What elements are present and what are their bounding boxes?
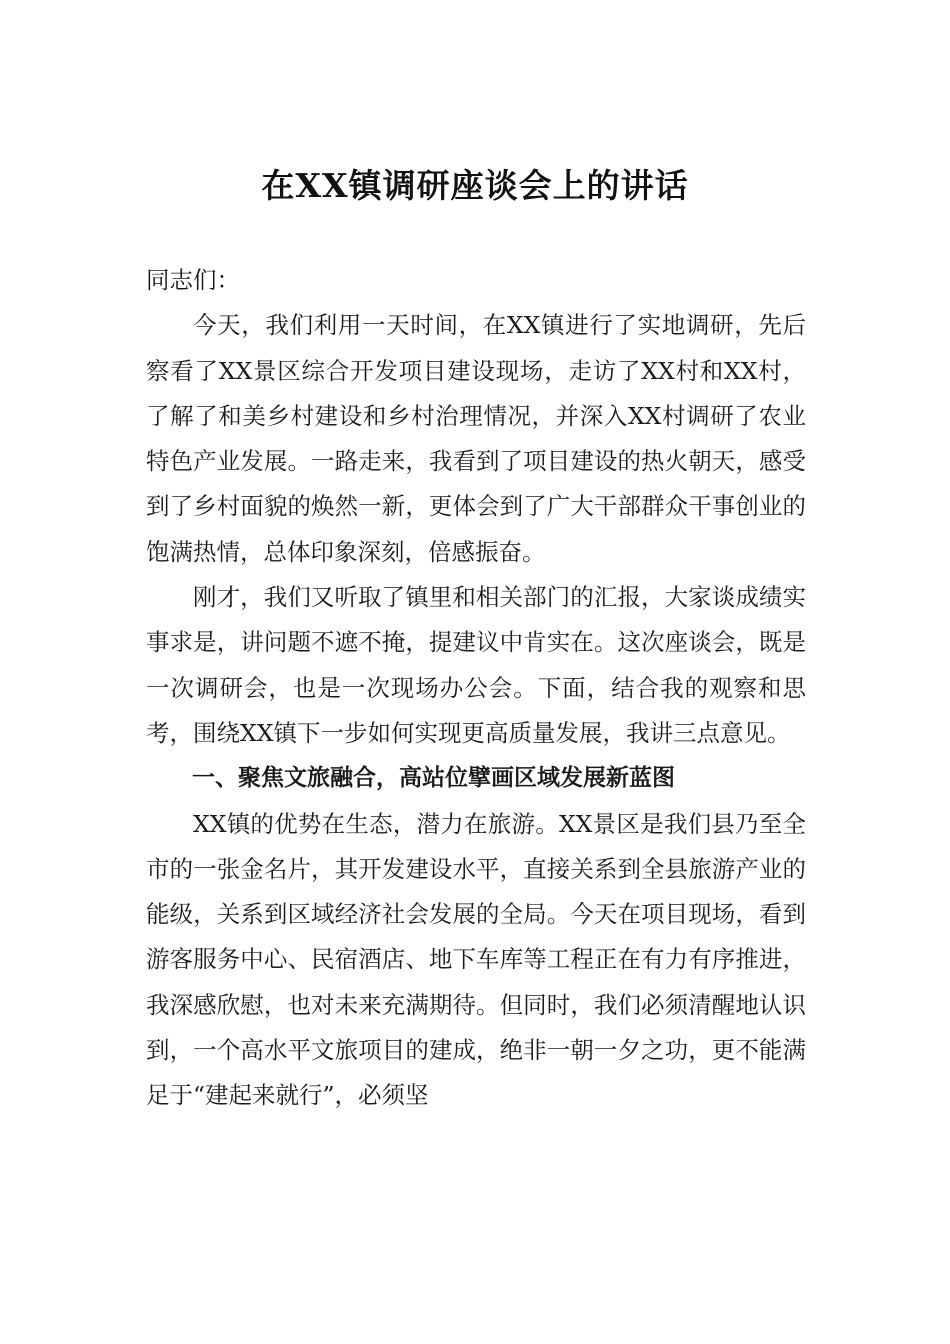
document-body <box>146 258 806 1119</box>
document-title: 在XX镇调研座谈会上的讲话 <box>261 166 689 205</box>
paragraph-intro: 今天，我们利用一天时间，在XX镇进行了实地调研，先后察看了XX景区综合开发项目建设现场，走访了XX村和XX村，了解了和美乡村建设和乡村治理情况，并深入XX村调研了农业特色产业发展。一路走来，我看到了项目建设的热火朝天，感受到了乡村面貌的焕然一新，更体会到了广大干部群众干事创业的饱满热情，总体印象深刻，倍感振奋。 <box>146 311 806 566</box>
paragraph-overview: 刚才，我们又听取了镇里和相关部门的汇报，大家谈成绩实事求是，讲问题不遮不掩，提建议中肯实在。这次座谈会，既是一次调研会，也是一次现场办公会。下面，结合我的观察和思考，围绕XX镇下一步如何实现更高质量发展，我讲三点意见。 <box>146 583 806 747</box>
paragraph-section-1: XX镇的优势在生态，潜力在旅游。XX景区是我们县乃至全市的一张金名片，其开发建设水平，直接关系到全县旅游产业的能级，关系到区域经济社会发展的全局。今天在项目现场，看到游客服务中心、民宿酒店、地下车库等工程正在有力有序推进，我深感欣慰，也对未来充满期待。但同时，我们必须清醒地认识到，一个高水平文旅项目的建成，绝非一朝一夕之功，更不能满足于“建起来就行”，必须坚 <box>146 809 806 1110</box>
salutation: 同志们： <box>146 266 240 294</box>
section-heading: 一、聚焦文旅融合，高站位擘画区域发展新蓝图 <box>192 765 675 792</box>
